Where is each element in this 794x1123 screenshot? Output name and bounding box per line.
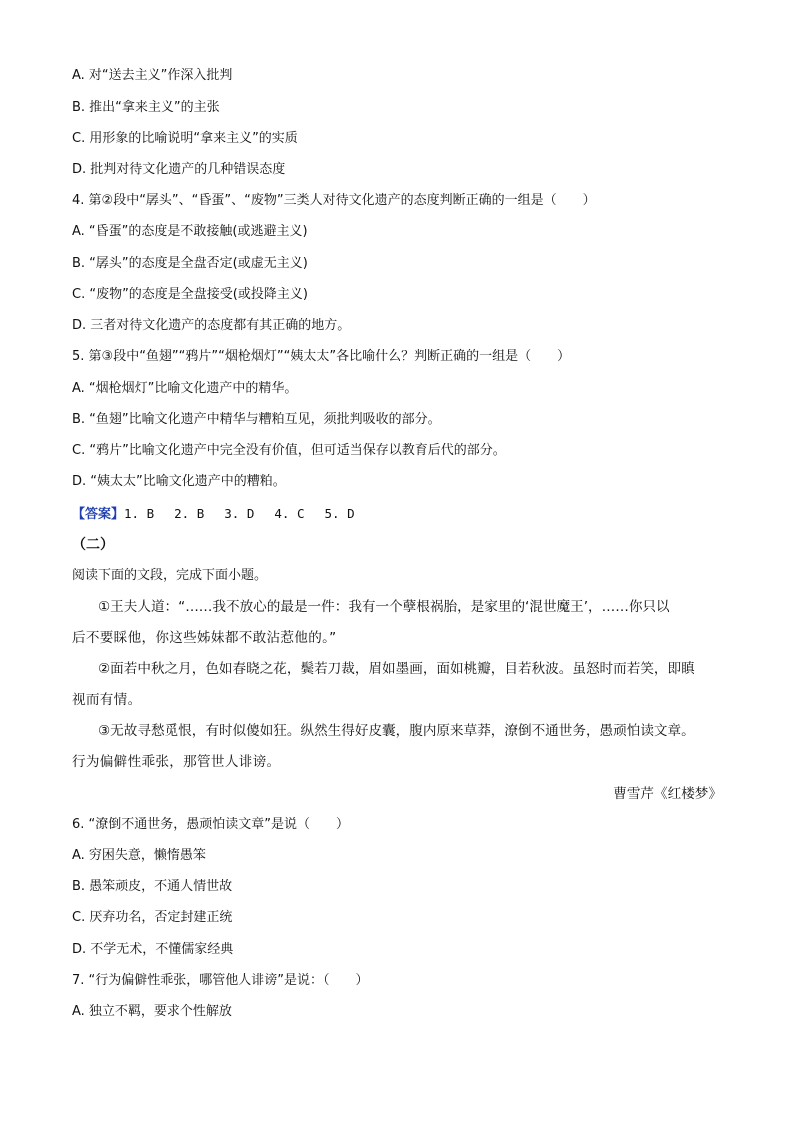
answer-line	[72, 506, 722, 523]
option-5c: C. “鸦片”比喻文化遗产中完全没有价值，但可适当保存以教育后代的部分。	[72, 443, 506, 458]
option-4b: B. “孱头”的态度是全盘否定(或虚无主义)	[72, 256, 308, 271]
question-6: 6. “潦倒不通世务，愚顽怕读文章”是说（ ）	[72, 817, 350, 832]
passage-p1-line1: ①王夫人道：“……我不放心的最是一件：我有一个孽根祸胎，是家里的‘混世魔王’，……你只以	[98, 599, 670, 615]
option-7a: A. 独立不羁，要求个性解放	[72, 1004, 232, 1019]
option-6b: B. 愚笨顽皮，不通人情世故	[72, 879, 233, 894]
option-3a: A. 对“送去主义”作深入批判	[72, 68, 233, 83]
option-4d: D. 三者对待文化遗产的态度都有其正确的地方。	[72, 318, 351, 333]
option-3b: B. 推出“拿来主义”的主张	[72, 100, 220, 115]
question-4: 4. 第②段中“孱头”、“昏蛋”、“废物”三类人对待文化遗产的态度判断正确的一组是（ ）	[72, 193, 596, 208]
option-6c: C. 厌弃功名，否定封建正统	[72, 910, 233, 925]
option-6a: A. 穷困失意，懒惰愚笨	[72, 848, 206, 863]
option-5d: D. “姨太太”比喻文化遗产中的糟粕。	[72, 474, 286, 489]
option-3d: D. 批判对待文化遗产的几种错误态度	[72, 162, 286, 177]
option-5b: B. “鱼翅”比喻文化遗产中精华与糟粕互见，须批判吸收的部分。	[72, 412, 441, 427]
question-7: 7. “行为偏僻性乖张，哪管他人诽谤”是说：（ ）	[72, 973, 369, 988]
passage-p3-line2: 行为偏僻性乖张，那管世人诽谤。	[72, 754, 281, 770]
answer-text: 1. B 2. B 3. D 4. C 5. D	[124, 506, 355, 521]
passage-source: 曹雪芹《红楼梦》	[613, 786, 722, 802]
passage-p2-line2: 视而有情。	[72, 692, 142, 708]
question-5: 5. 第③段中“鱼翅”“鸦片”“烟枪烟灯”“姨太太”各比喻什么？判断正确的一组是（ ）	[72, 349, 571, 364]
instruction: 阅读下面的文段，完成下面小题。	[72, 568, 268, 583]
option-5a: A. “烟枪烟灯”比喻文化遗产中的精华。	[72, 381, 298, 396]
passage-p1-line2: 后不要睬他，你这些姊妹都不敢沾惹他的。”	[72, 630, 337, 646]
option-4a: A. “昏蛋”的态度是不敢接触(或逃避主义)	[72, 224, 308, 239]
option-3c: C. 用形象的比喻说明“拿来主义”的实质	[72, 131, 298, 146]
passage-p2-line1: ②面若中秋之月，色如春晓之花，鬓若刀裁，眉如墨画，面如桃瓣，目若秋波。虽怒时而若笑，即瞋	[98, 661, 695, 677]
option-4c: C. “废物”的态度是全盘接受(或投降主义)	[72, 287, 308, 302]
passage-p3-line1: ③无故寻愁觅恨，有时似傻如狂。纵然生得好皮囊，腹内原来草莽，潦倒不通世务，愚顽怕读文章。	[98, 723, 695, 739]
option-6d: D. 不学无术，不懂儒家经典	[72, 942, 234, 957]
section-title: （二）	[72, 537, 114, 553]
answer-tag: 【答案】	[72, 507, 125, 522]
